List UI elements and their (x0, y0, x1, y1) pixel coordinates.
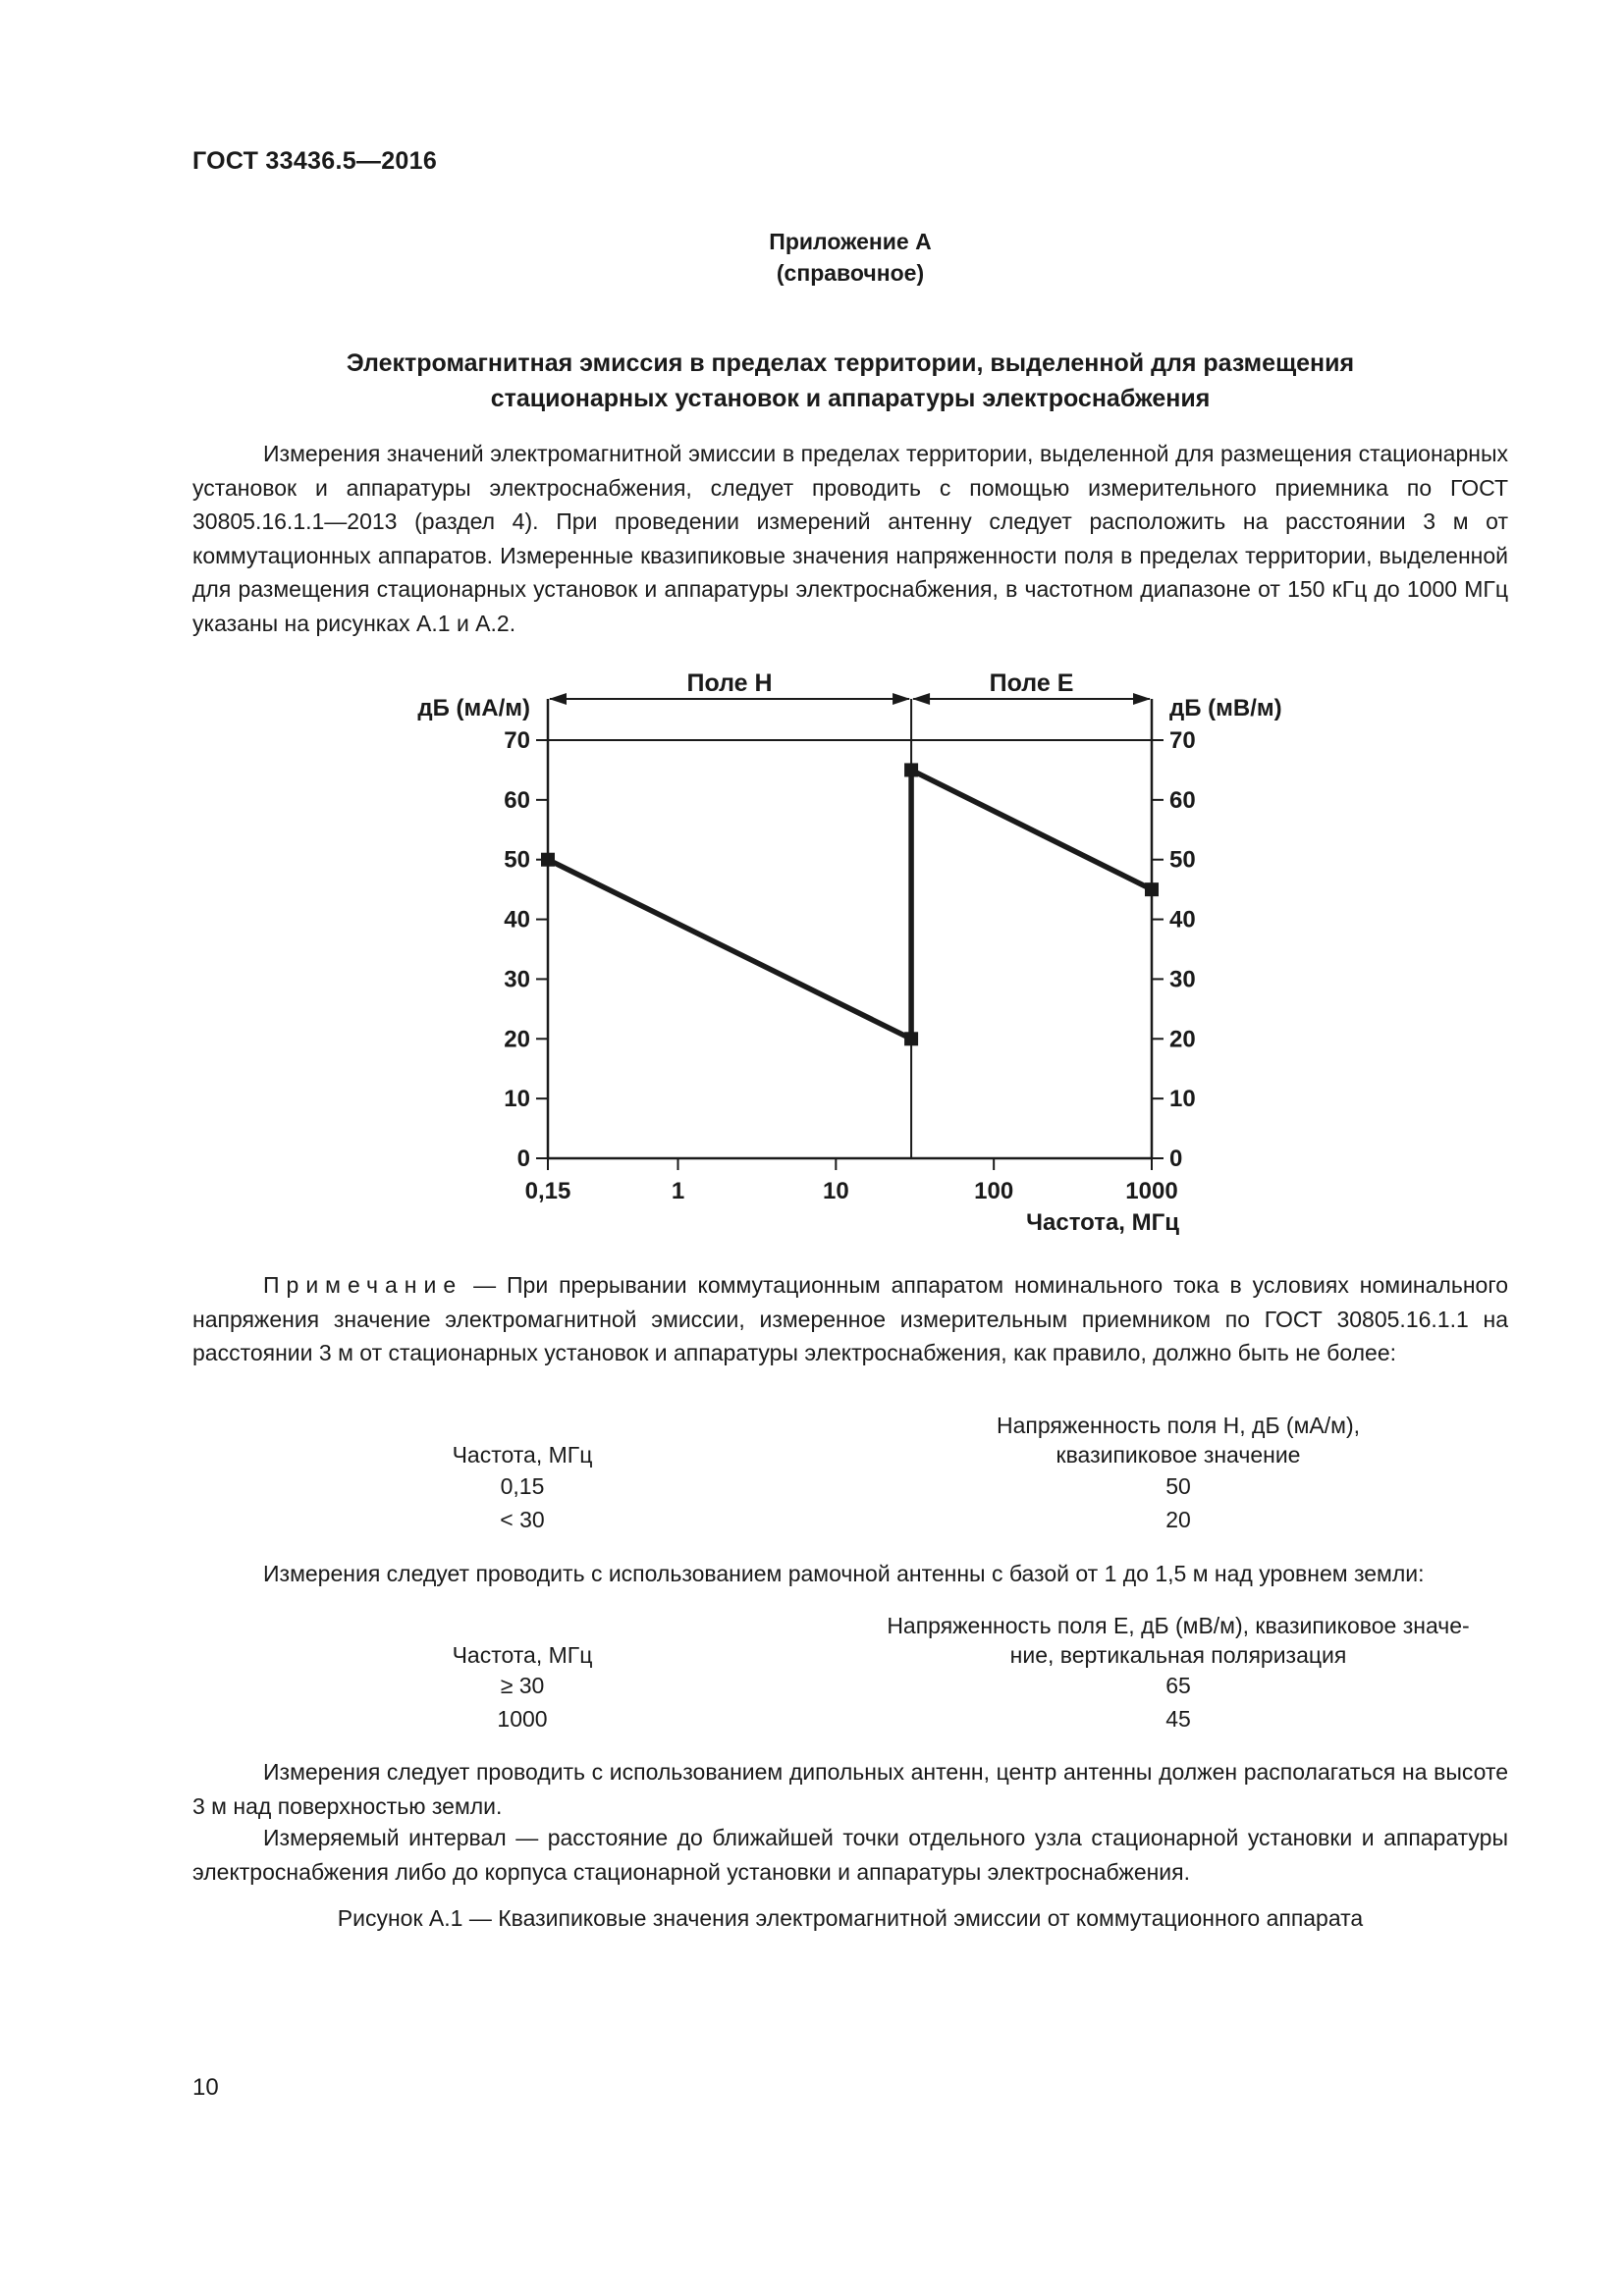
y-tick-label-right-0: 0 (1169, 1146, 1183, 1172)
note-text: — При прерывании коммутационным аппаратом номинального тока в условиях номинального напряжения значение электромагнитной эмиссии, измеренное измерительным приемником по ГОСТ 30805.16.1.1 на расстоянии 3 м от стационарных установок и аппаратуры электроснабжения, как правило, должно быть не более: (192, 1272, 1508, 1365)
y-tick-label-right-2: 20 (1169, 1026, 1196, 1053)
region-arrowhead-end-0 (893, 693, 910, 705)
standard-designation: ГОСТ 33436.5—2016 (192, 147, 438, 175)
table2-col2-header-line1: Напряженность поля E, дБ (мВ/м), квазипиковое значе- (887, 1613, 1470, 1638)
y-tick-label-left-0: 0 (516, 1146, 530, 1172)
y-tick-label-left-5: 50 (504, 846, 530, 874)
note-label: Примечание (263, 1272, 463, 1298)
table1-col2-header-line1: Напряженность поля H, дБ (мА/м), (997, 1413, 1360, 1438)
x-tick-label-4: 1000 (1125, 1178, 1178, 1204)
series-line-1 (911, 770, 1152, 889)
x-tick-label-0: 0,15 (524, 1178, 571, 1204)
y-tick-label-right-6: 60 (1169, 786, 1196, 814)
table1-col2-header-line2: квазипиковое значение (1056, 1442, 1301, 1468)
section-title-line2: стационарных установок и аппаратуры электроснабжения (490, 385, 1211, 412)
series-line-0 (548, 860, 911, 1040)
y-tick-label-left-4: 40 (504, 906, 530, 934)
table1-col2-header (835, 1411, 1522, 1469)
page-number: 10 (192, 2074, 219, 2101)
region-label-0: Поле H (686, 669, 773, 697)
table1-col1-header: Частота, МГц (452, 1442, 593, 1468)
x-tick-label-1: 1 (671, 1178, 685, 1204)
table2-row2-value: 45 (1165, 1706, 1191, 1732)
table2-row1-frequency: ≥ 30 (500, 1673, 545, 1698)
y-tick-label-right-5: 50 (1169, 846, 1196, 874)
y-tick-label-left-7: 70 (504, 727, 530, 754)
table1-row1-frequency: 0,15 (500, 1473, 545, 1499)
y-tick-label-left-6: 60 (504, 786, 530, 814)
y-tick-label-left-2: 20 (504, 1026, 530, 1053)
y-tick-label-left-1: 10 (504, 1086, 530, 1113)
series-0-point-1 (904, 1032, 918, 1045)
x-tick-label-2: 10 (822, 1178, 849, 1204)
table1-row2-value: 20 (1165, 1507, 1191, 1532)
y-tick-label-right-3: 30 (1169, 966, 1196, 993)
table2-row2-frequency: 1000 (497, 1706, 548, 1732)
series-1-point-0 (904, 763, 918, 776)
dipole-antenna-paragraph: Измерения следует проводить с использованием дипольных антенн, центр антенны должен располагаться на высоте 3 м над поверхностью земли. (192, 1759, 1508, 1819)
intro-paragraph: Измерения значений электромагнитной эмиссии в пределах территории, выделенной для размещения стационарных установок и аппаратуры электроснабжения, следует проводить с помощью измерительного приемника по ГОСТ 30805.16.1.1—2013 (раздел 4). При проведении измерений антенну следует расположить на расстоянии 3 м от коммутационных аппаратов. Измеренные квазипиковые значения напряженности поля в пределах территории, выделенной для размещения стационарных установок и аппаратуры электроснабжения, в частотном диапазоне от 150 кГц до 1000 МГц указаны на рисунках А.1 и А.2. (192, 441, 1508, 636)
region-arrowhead-start-0 (549, 693, 567, 705)
figure-caption: Рисунок А.1 — Квазипиковые значения электромагнитной эмиссии от коммутационного аппарата (337, 1905, 1364, 1931)
appendix-subtitle: (справочное) (776, 260, 925, 286)
measurement-interval-paragraph: Измеряемый интервал — расстояние до ближайшей точки отдельного узла стационарной установки и аппаратуры электроснабжения либо до корпуса стационарной установки и аппаратуры электроснабжения. (192, 1825, 1508, 1885)
y-tick-label-left-3: 30 (504, 966, 530, 993)
y-tick-label-right-7: 70 (1169, 727, 1196, 754)
appendix-title: Приложение А (769, 229, 932, 254)
table2-col2-header (835, 1611, 1522, 1670)
table2-col1-header: Частота, МГц (452, 1642, 593, 1668)
series-0-point-0 (541, 853, 555, 867)
x-tick-label-3: 100 (974, 1178, 1014, 1204)
series-1-point-1 (1145, 882, 1159, 896)
table2-col2-header-line2: ние, вертикальная поляризация (1009, 1642, 1347, 1668)
region-label-1: Поле E (989, 669, 1074, 697)
region-arrowhead-start-1 (912, 693, 930, 705)
y-axis-label-left: дБ (мА/м) (417, 695, 530, 721)
table1-row1-value: 50 (1165, 1473, 1191, 1499)
table1-row2-frequency: < 30 (500, 1507, 545, 1532)
loop-antenna-paragraph: Измерения следует проводить с использованием рамочной антенны с базой от 1 до 1,5 м над уровнем земли: (263, 1561, 1425, 1586)
table2-row1-value: 65 (1165, 1673, 1191, 1698)
x-axis-label: Частота, МГц (1026, 1209, 1179, 1236)
y-tick-label-right-1: 10 (1169, 1086, 1196, 1113)
region-arrowhead-end-1 (1133, 693, 1151, 705)
section-title-line1: Электромагнитная эмиссия в пределах территории, выделенной для размещения (346, 349, 1355, 377)
y-axis-label-right: дБ (мВ/м) (1169, 695, 1282, 721)
note-paragraph (192, 1268, 1508, 1370)
y-tick-label-right-4: 40 (1169, 906, 1196, 934)
